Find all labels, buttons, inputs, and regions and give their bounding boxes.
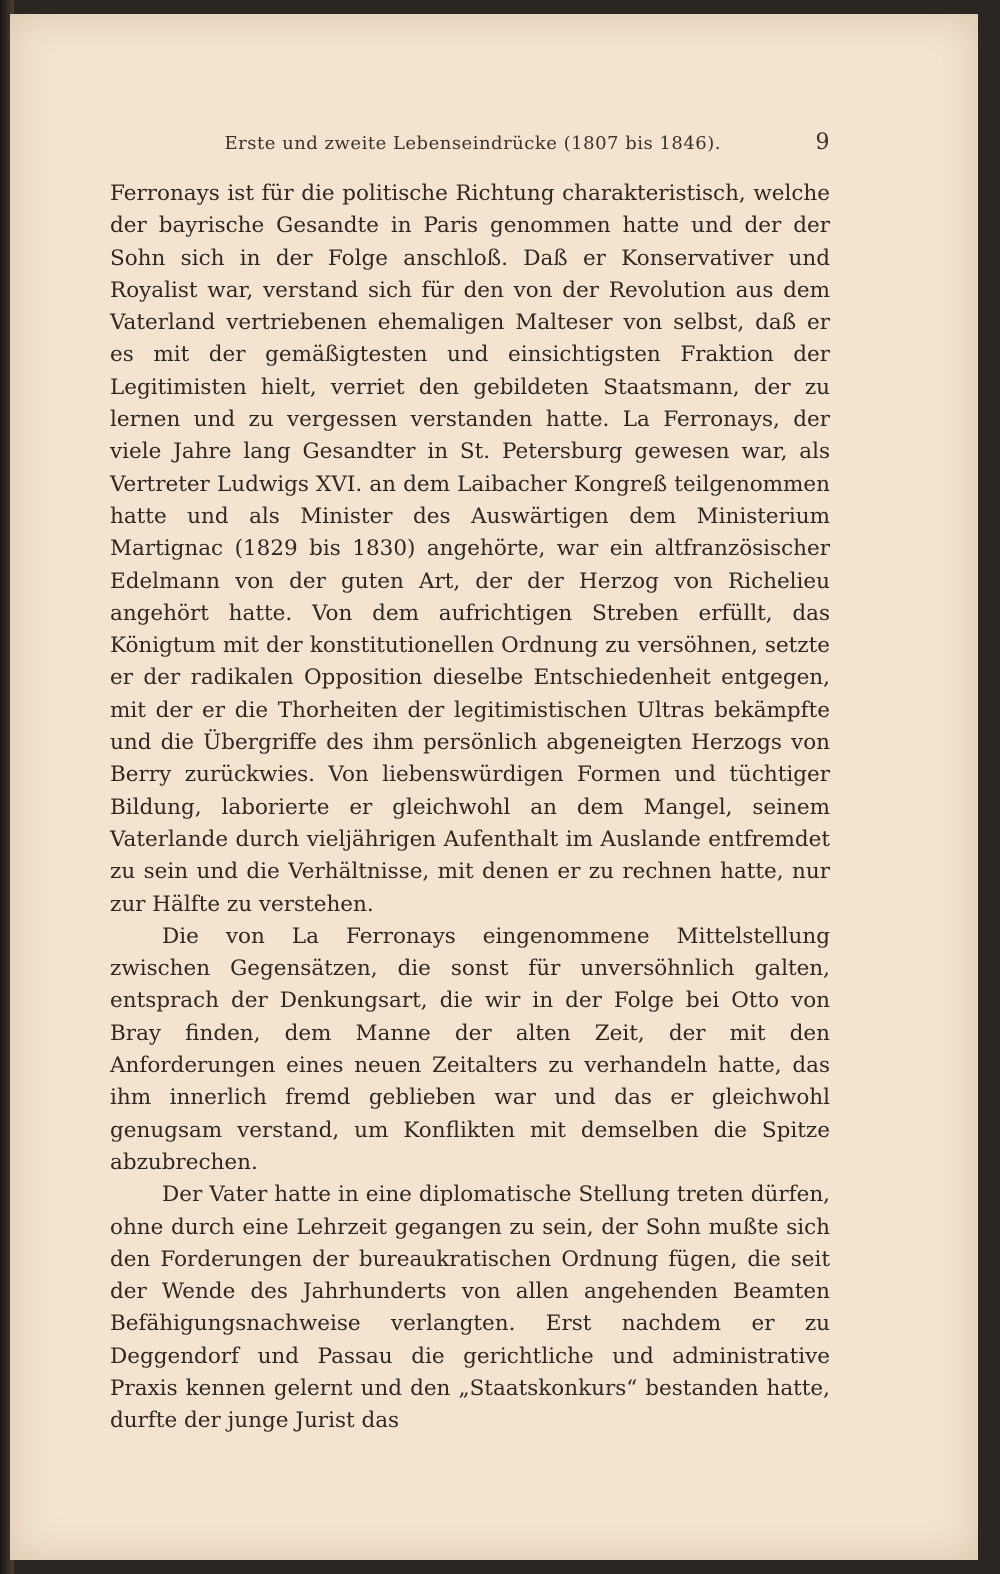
page-number: 9 [815,130,830,155]
body-text [110,178,830,1438]
paragraph-1: Ferronays ist für die politische Richtung charakteristisch, welche der bayrische Gesandte in Paris genommen hatte und der der Sohn sich in der Folge anschloß. Daß er Konservativer und Royalist war, verstand sich für den von der Revolution aus dem Vaterland vertriebenen ehemaligen Malteser von selbst, daß er es mit der gemäßigtesten und einsichtigsten Fraktion der Legitimisten hielt, verriet den gebildeten Staatsmann, der zu lernen und zu vergessen verstanden hatte. La Ferronays, der viele Jahre lang Gesandter in St. Petersburg gewesen war, als Vertreter Ludwigs XVI. an dem Laibacher Kongreß teilgenommen hatte und als Minister des Auswärtigen dem Ministerium Martignac (1829 bis 1830) angehörte, war ein altfranzösischer Edelmann von der guten Art, der der Herzog von Richelieu angehört hatte. Von dem aufrichtigen Streben erfüllt, das Königtum mit der konstitutionellen Ordnung zu versöhnen, setzte er der radikalen Opposition dieselbe Entschiedenheit entgegen, mit der er die Thorheiten der legitimistischen Ultras bekämpfte und die Übergriffe des ihm persönlich abgeneigten Herzogs von Berry zurückwies. Von liebenswürdigen Formen und tüchtiger Bildung, laborierte er gleichwohl an dem Mangel, seinem Vaterlande durch vieljährigen Aufenthalt im Auslande entfremdet zu sein und die Verhältnisse, mit denen er zu rechnen hatte, nur zur Hälfte zu verstehen. [110,181,830,917]
running-header [110,130,830,155]
running-title: Erste und zweite Lebenseindrücke (1807 bis 1846). [224,133,721,154]
paragraph-3: Der Vater hatte in eine diplomatische Stellung treten dürfen, ohne durch eine Lehrzeit gegangen zu sein, der Sohn mußte sich den Forderungen der bureaukratischen Ordnung fügen, die seit der Wende des Jahrhunderts von allen angehenden Beamten Befähigungsnachweise verlangten. Erst nachdem er zu Deggendorf und Passau die gerichtliche und administrative Praxis kennen gelernt und den „Staatskonkurs“ bestanden hatte, durfte der junge Jurist das [110,1182,830,1434]
paragraph-2: Die von La Ferronays eingenommene Mittelstellung zwischen Gegensätzen, die sonst für unversöhnlich galten, entsprach der Denkungsart, die wir in der Folge bei Otto von Bray finden, dem Manne der alten Zeit, der mit den Anforderungen eines neuen Zeitalters zu verhandeln hatte, das ihm innerlich fremd geblieben war und das er gleichwohl genugsam verstand, um Konflikten mit demselben die Spitze abzubrechen. [110,923,830,1175]
